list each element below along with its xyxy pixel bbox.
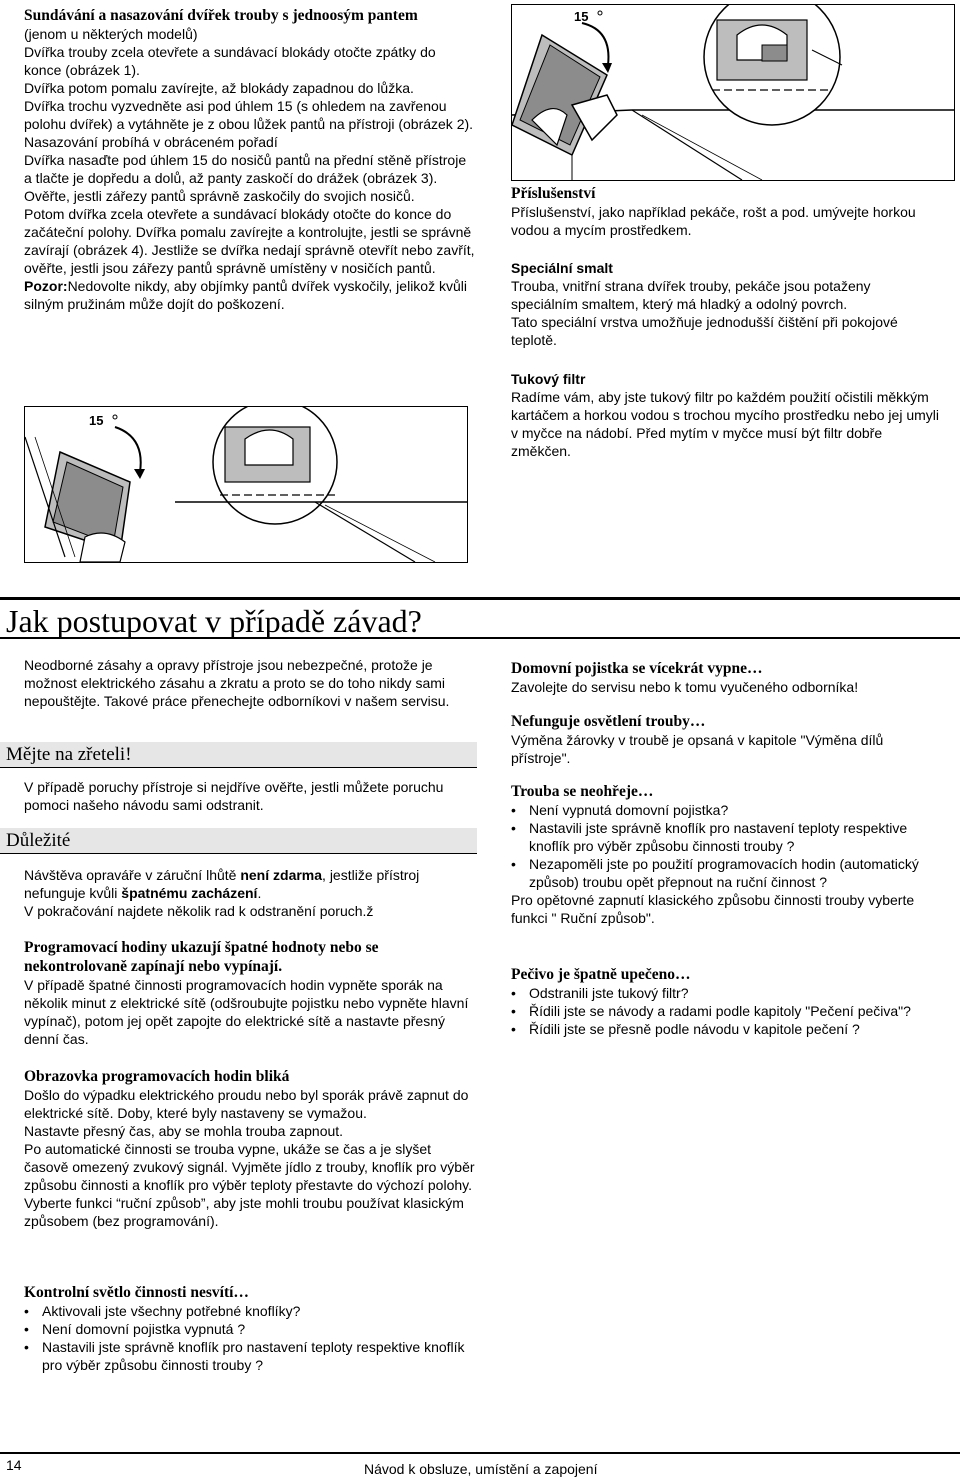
warning-text: Nedovolte nikdy, aby objímky pantů dvířek vyskočily, jelikož kvůli silným pružinám může dojít do poškození.: [24, 278, 467, 312]
important-section: [24, 866, 476, 920]
clock-title: Programovací hodiny ukazují špatné hodnoty nebo se nekontrolovaně zapínají nebo vypínají.: [24, 939, 379, 975]
important-text-e: .: [257, 885, 262, 901]
list-item: • Aktivovali jste všechny potřebné knoflíky?: [24, 1302, 476, 1320]
door-line-1: (jenom u některých modelů): [24, 26, 198, 42]
heat-section: [511, 782, 941, 927]
attention-title: Mějte na zřeteli!: [0, 742, 477, 768]
lamp-list: [24, 1302, 476, 1374]
enamel-title: Speciální smalt: [511, 260, 613, 276]
heat-list: [511, 801, 941, 891]
trouble-intro-text: Neodborné zásahy a opravy přístroje jsou nebezpečné, protože je možnost elektrického zásahu a zkratu a proto se do toho nikdy sami nepouštějte. Takové práce přenechejte odborníkovi v našem servisu.: [24, 657, 450, 709]
grease-section: [511, 370, 941, 460]
angle-label-top: 15: [574, 9, 589, 24]
door-mounting-figure: [24, 406, 468, 563]
list-item: • Řídili jste se návody a radami podle kapitoly "Pečení pečiva"?: [511, 1002, 941, 1020]
important-text-a: Návštěva opraváře v záruční lhůtě: [24, 867, 241, 883]
accessories-title: Příslušenství: [511, 185, 596, 202]
light-section: [511, 712, 941, 767]
warning-label: Pozor:: [24, 278, 68, 294]
door-line-5: Nasazování probíhá v obráceném pořadí: [24, 134, 278, 150]
blink-section: [24, 1067, 476, 1230]
door-line-7: Potom dvířka zcela otevřete a sundávací blokády otočte do konce do začáteční polohy. Dvířka pomalu zavírejte a kontrolujte, jestli se správně zavírají (obrázek 4). Jestliže se dvířka nedají správně otevřít nebo zavřít, ověřte, jestli jsou zářezy pantů správně umístěny v nosičích pantů.: [24, 206, 475, 276]
door-section: [24, 6, 476, 313]
list-item: • Není domovní pojistka vypnutá ?: [24, 1320, 476, 1338]
clock-section: [24, 938, 476, 1048]
lamp-title: Kontrolní světlo činnosti nesvítí…: [24, 1284, 249, 1301]
door-warning: [24, 277, 476, 313]
bake-title: Pečivo je špatně upečeno…: [511, 966, 691, 983]
door-line-6: Dvířka nasaďte pod úhlem 15 do nosičů pantů na přední stěně přístroje a tlačte je dopředu a dolů, až panty zaskočí do drážek (obrázek 3). Ověřte, jestli zářezy pantů správně zaskočily do svojich nosičů.: [24, 152, 467, 204]
grease-text: Radíme vám, aby jste tukový filtr po každém použití očistili měkkým kartáčem a horkou vodou s trochou mycího prostředku nebo jej umyli v myčce na nádobí. Před mytím v myčce musí být filtr dobře změkčen.: [511, 389, 939, 459]
door-line-2: Dvířka trouby zcela otevřete a sundávací blokády otočte zpátky do konce (obrázek 1).: [24, 44, 436, 78]
light-title: Nefunguje osvětlení trouby…: [511, 713, 706, 730]
fuse-text: Zavolejte do servisu nebo k tomu vyučeného odborníka!: [511, 679, 859, 695]
attention-text: V případě poruchy přístroje si nejdříve ověřte, jestli můžete poruchu pomoci našeho návodu sami odstranit.: [24, 779, 444, 813]
bake-list: [511, 984, 941, 1038]
enamel-section: [511, 259, 941, 349]
clock-text: V případě špatné činnosti programovacích hodin vypněte sporák na několik minut z elektrické sítě (odšroubujte pojistku nebo vypněte hlavní vypínač), potom jej opět zapojte do elektrické sítě a nastavte přesný denní čas.: [24, 977, 469, 1047]
accessories-section: [511, 184, 941, 239]
lamp-section: [24, 1283, 476, 1374]
fuse-section: [511, 659, 941, 696]
door-line-3: Dvířka potom pomalu zavírejte, až blokády zapadnou do lůžka.: [24, 80, 414, 96]
important-text-c: , jestliže přístroj nefunguje kvůli: [24, 867, 420, 901]
important-title: Důležité: [0, 828, 477, 854]
grease-title: Tukový filtr: [511, 371, 586, 387]
list-item: • Nastavili jste správně knoflík pro nastavení teploty respektive knoflík pro výběr způsobu činnosti trouby ?: [511, 819, 941, 855]
list-item: • Řídili jste se přesně podle návodu v kapitole pečení ?: [511, 1020, 941, 1038]
blink-title: Obrazovka programovacích hodin bliká: [24, 1068, 290, 1085]
fuse-title: Domovní pojistka se vícekrát vypne…: [511, 660, 763, 677]
list-item: • Nastavili jste správně knoflík pro nastavení teploty respektive knoflík pro výběr způsobu činnosti trouby ?: [24, 1338, 476, 1374]
blink-text-1: Došlo do výpadku elektrického proudu nebo byl sporák právě zapnut do elektrické sítě. Doby, které byly nastaveny se vymažou.: [24, 1087, 469, 1121]
important-text-b: není zdarma: [240, 867, 323, 883]
bake-section: [511, 965, 941, 1038]
footer-doc-title: Návod k obsluze, umístění a zapojení: [364, 1461, 598, 1477]
attention-section: [24, 778, 476, 814]
list-item: • Nezapoměli jste po použití programovacích hodin (automatický způsob) troubu opět přepnout na ruční činnost ?: [511, 855, 941, 891]
door-mounting-illustration: [25, 407, 467, 562]
accessories-text: Příslušenství, jako například pekáče, rošt a pod. umývejte horkou vodou a mycím prostředkem.: [511, 204, 916, 238]
footer-divider: [0, 1452, 960, 1454]
blink-text-2: Nastavte přesný čas, aby se mohla trouba zapnout.: [24, 1123, 344, 1139]
list-item: • Není vypnutá domovní pojistka?: [511, 801, 941, 819]
door-line-4: Dvířka trochu vyzvedněte asi pod úhlem 15 (s ohledem na zavřenou polohu dvířek) a vytáhněte je z obou lůžek pantů na přístroji (obrázek 2).: [24, 98, 474, 132]
important-text-2: V pokračování najdete několik rad k odstranění poruch.ž: [24, 903, 374, 919]
door-title: Sundávání a nasazování dvířek trouby s jednoosým pantem: [24, 7, 418, 24]
enamel-text-1: Trouba, vnitřní strana dvířek trouby, pekáče jsou potaženy speciálním smaltem, který má hladký a odolný povrch.: [511, 278, 871, 312]
heat-title: Trouba se neohřeje…: [511, 783, 654, 800]
page-number: 14: [6, 1457, 22, 1473]
light-text: Výměna žárovky v troubě je opsaná v kapitole "Výměna dílů přístroje".: [511, 732, 884, 766]
trouble-heading: Jak postupovat v případě závad?: [0, 597, 960, 639]
important-text-1: [24, 866, 476, 902]
trouble-intro: [24, 656, 474, 710]
enamel-text-2: Tato speciální vrstva umožňuje jednodušší čištění při pokojové teplotě.: [511, 314, 898, 348]
door-removal-figure: [511, 4, 955, 181]
list-item: • Odstranili jste tukový filtr?: [511, 984, 941, 1002]
blink-text-3: Po automatické činnosti se trouba vypne, ukáže se čas a je slyšet časově omezený zvukový signál. Vyjměte jídlo z trouby, knoflík pro výběr způsobu činnosti a knoflík pro výběr teploty přestavte do výchozí polohy. Vyberte funkci “ruční způsob”, aby jste mohli troubu používat klasickým způsobem (bez programování).: [24, 1141, 475, 1229]
important-text-d: špatnému zacházení: [121, 885, 258, 901]
heat-text: Pro opětovné zapnutí klasického způsobu činnosti trouby vyberte funkci " Ruční způsob".: [511, 892, 915, 926]
angle-label-bottom: 15: [89, 413, 104, 428]
door-hinge-illustration: [512, 5, 954, 180]
